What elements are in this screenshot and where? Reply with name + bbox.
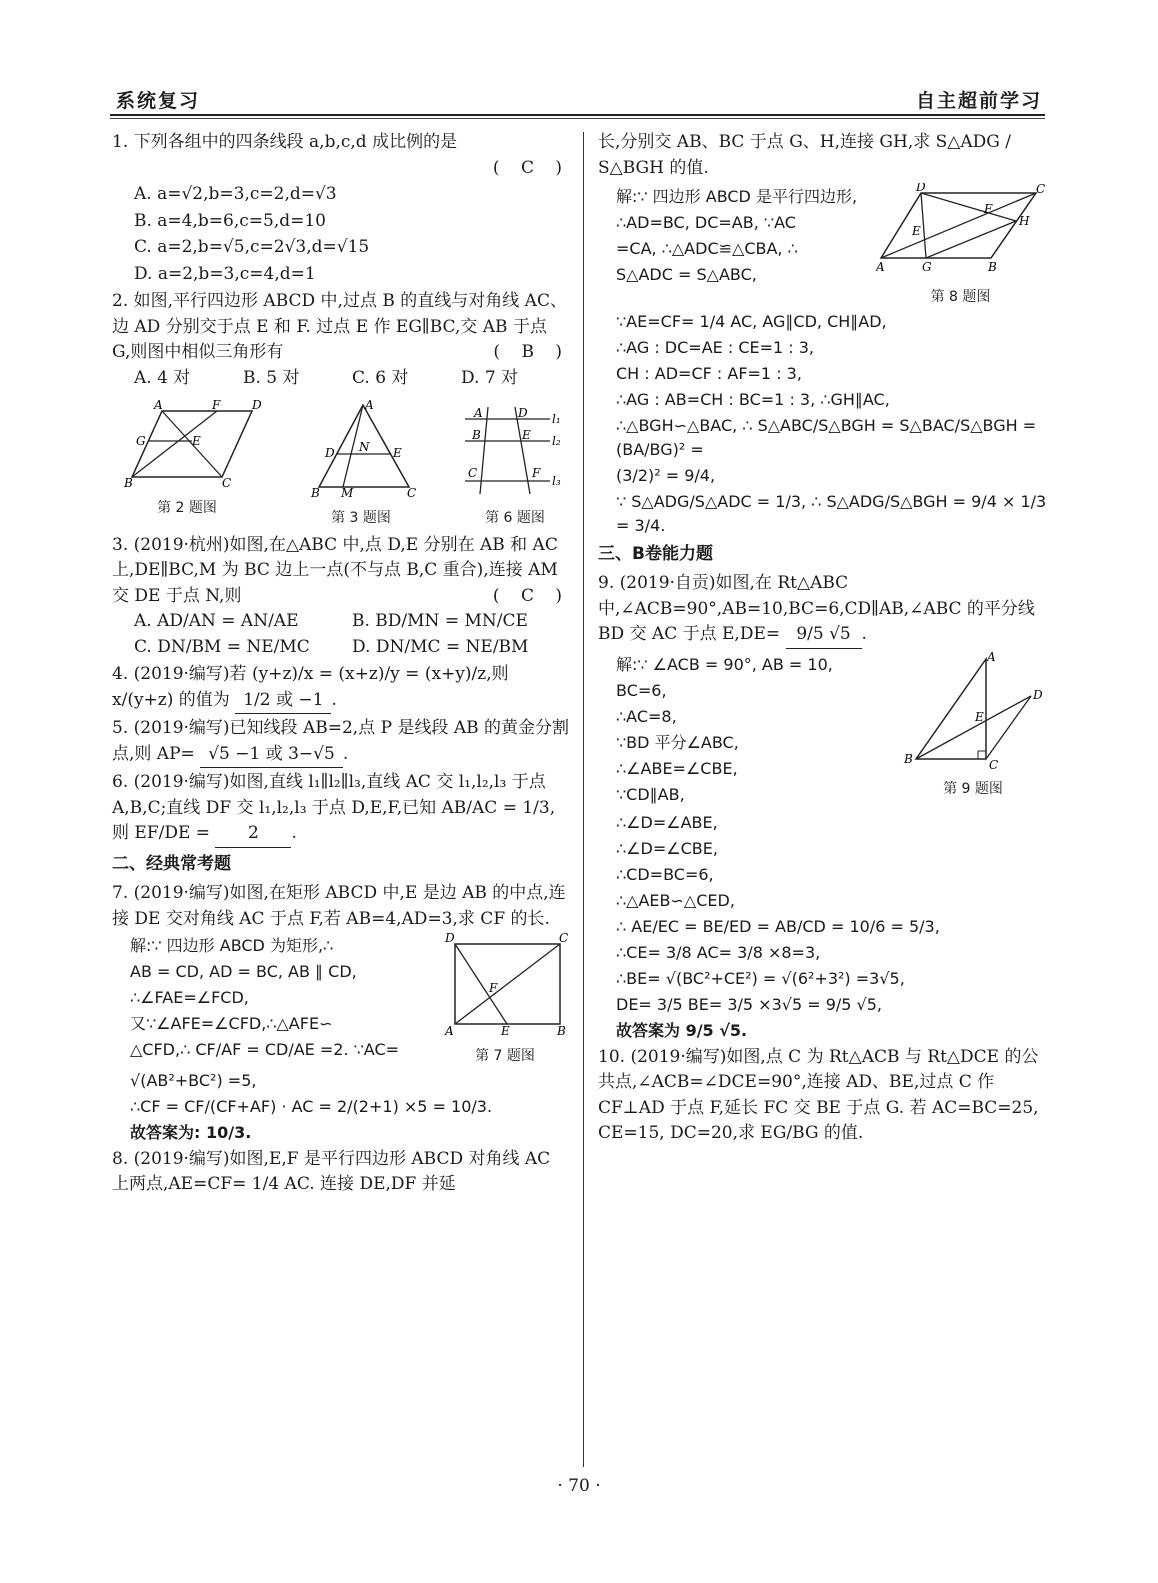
question-3 [112,533,570,661]
q7-sol-answer: 故答案为: 10/3. [130,1122,252,1142]
q3-option-c: C. DN/BM = NE/MC [134,636,310,657]
fig2-label-f: F [212,399,221,412]
fig3-label-b: B [311,486,320,499]
q1-option-d: D. a=2,b=3,c=4,d=1 [134,263,316,284]
q4-stem: 4. (2019·编写)若 (y+z)/x = (x+z)/y = (x+y)/z,则 x/(y+z) 的值为 [112,664,509,710]
q9-sol-line: DE= 3/5 BE= 3/5 ×3√5 = 9/5 √5, [616,994,883,1014]
fig6-label-c: C [468,466,478,480]
q9-sol-line: ∴∠D=∠ABE, [616,812,718,832]
fig8-label-c: C [1035,183,1045,196]
fig3-label-d: D [325,446,335,460]
fig3-label-n: N [359,440,370,454]
fig8-label-a: A [875,260,885,274]
caption-figure-7: 第 7 题图 [475,1047,535,1064]
figure-6 [460,399,570,529]
question-10: 10. (2019·编写)如图,点 C 为 Rt△ACB 与 Rt△DCE 的公共点,∠ACB=∠DCE=90°,连接 AD、BE,过点 C 作 CF⊥AD 于点 F,延长 FC 交 BE 于点 G. 若 AC=BC=25, CE=15, DC=20,求 EG/BG 的值. [598,1046,1039,1143]
q6-stem: 6. (2019·编写)如图,直线 l₁∥l₂∥l₃,直线 AC 交 l₁,l₂,l₃ 于点 A,B,C;直线 DF 交 l₁,l₂,l₃ 于点 D,E,F,已知 AB/AC = 1/3,则 EF/DE = [112,772,556,843]
caption-figure-3: 第 3 题图 [331,509,391,526]
q2-option-b: B. 5 对 [243,367,300,388]
header-rule [110,114,1045,116]
q7-sol-line: ∴∠FAE=∠FCD, [130,988,249,1007]
q9-sol-line: ∵CD∥AB, [616,784,685,804]
q1-option-b: B. a=4,b=6,c=5,d=10 [134,210,326,231]
fig2-label-g: G [136,434,146,448]
right-column [598,130,1048,1149]
q6-blank: 2 [215,821,291,848]
q7-sol-line: 解:∵ 四边形 ABCD 为矩形,∴ [130,936,334,955]
header-right: 自主超前学习 [915,90,1042,112]
header-rule-thin [110,118,1045,119]
fig9-label-e: E [974,709,984,724]
fig7-label-f: F [488,981,497,995]
fig2-label-e: E [192,434,201,448]
question-5: 5. (2019·编写)已知线段 AB=2,点 P 是线段 AB 的黄金分割点,则 AP= √5 −1 或 3−√5 . [112,716,570,768]
q8-stem-continued: 长,分别交 AB、BC 于点 G、H,连接 GH,求 S△ADG / S△BGH 的值. [598,132,1011,178]
question-1 [112,130,570,287]
fig7-label-a: A [444,1024,454,1037]
q2-option-c: C. 6 对 [352,367,409,388]
figure-3 [301,399,421,529]
q3-option-a: A. AD/AN = AN/AE [134,611,299,631]
fig7-label-e: E [500,1024,510,1037]
q8-sol-line: ∴AG : AB=CH : BC=1 : 3, ∴GH∥AC, [616,389,890,409]
figures-row [112,399,570,529]
q9-stem: 9. (2019·自贡)如图,在 Rt△ABC 中,∠ACB=90°,AB=10,BC=6,CD∥AB,∠ABC 的平分线 BD 交 AC 于点 E,DE= [598,573,1035,644]
page-number: · 70 · [557,1476,601,1496]
q9-sol-line: ∴CE= 3/8 AC= 3/8 ×8=3, [616,942,821,962]
section-3-title: 三、B卷能力题 [598,543,713,564]
q8-sol-line: S△ADC = S△ABC, [616,265,757,284]
q8-sol-line: CH : AD=CF : AF=1 : 3, [616,363,802,383]
q9-sol-line: ∴∠D=∠CBE, [616,838,718,858]
column-divider [583,132,584,1467]
q7-sol-line: ∴CF = CF/(CF+AF) · AC = 2/(2+1) ×5 = 10/3. [130,1096,493,1116]
q8-sol-line: ∵ S△ADG/S△ADC = 1/3, ∴ S△ADG/S△BGH = 9/4 × 1/3 = 3/4. [616,491,1047,535]
figure-9 [898,651,1048,809]
q9-sol-line: BC=6, [616,680,667,700]
question-9: 9. (2019·自贡)如图,在 Rt△ABC 中,∠ACB=90°,AB=10,BC=6,CD∥AB,∠ABC 的平分线 BD 交 AC 于点 E,DE= 9/5 √5 . [598,571,1048,649]
q1-option-c: C. a=2,b=√5,c=2√3,d=√15 [134,237,370,257]
question-6: 6. (2019·编写)如图,直线 l₁∥l₂∥l₃,直线 AC 交 l₁,l₂,l₃ 于点 A,B,C;直线 DF 交 l₁,l₂,l₃ 于点 D,E,F,已知 AB/AC = 1/3,则 EF/DE = 2 . [112,770,570,848]
fig7-label-c: C [558,932,568,945]
fig2-label-c: C [222,476,232,489]
fig7-label-d: D [444,932,455,945]
q7-sol-line: △CFD,∴ CF/AF = CD/AE =2. ∵AC= [130,1040,400,1059]
figure-2 [112,399,262,529]
q5-blank: √5 −1 或 3−√5 [200,742,343,769]
header-left: 系统复习 [116,90,201,112]
caption-figure-9: 第 9 题图 [943,781,1003,797]
fig3-label-e: E [393,446,402,460]
q7-sol-line: √(AB²+BC²) =5, [130,1070,257,1090]
figure-8 [873,183,1048,308]
q8-sol-line: ∴AG : DC=AE : CE=1 : 3, [616,337,815,357]
q9-sol-line: ∴AC=8, [616,706,677,726]
q2-option-d: D. 7 对 [461,367,519,388]
fig8-label-b: B [987,260,997,274]
figure-3-diagram [301,399,421,499]
q9-sol-line: 解:∵ ∠ACB = 90°, AB = 10, [616,654,833,674]
fig8-label-h: H [1018,214,1029,228]
q2-stem: 2. 如图,平行四边形 ABCD 中,过点 B 的直线与对角线 AC、边 AD 分别交于点 E 和 F. 过点 E 作 EG∥BC,交 AB 于点 G,则图中相似三角形有 [112,291,567,362]
q7-sol-line: 又∵∠AFE=∠CFD,∴△AFE∽ [130,1014,333,1033]
q9-sol-answer: 故答案为 9/5 √5. [616,1020,748,1040]
q9-sol-line: ∴∠ABE=∠CBE, [616,758,738,778]
q3-option-d: D. DN/MC = NE/BM [352,636,529,657]
q1-option-a: A. a=√2,b=3,c=2,d=√3 [134,184,337,204]
q7-stem: 7. (2019·编写)如图,在矩形 ABCD 中,E 是边 AB 的中点,连接 DE 交对角线 AC 于点 F,若 AB=4,AD=3,求 CF 的长. [112,883,566,929]
q1-answer: ( C ) [492,157,570,178]
fig3-label-c: C [407,486,417,499]
caption-figure-6: 第 6 题图 [485,509,545,526]
fig8-label-d: D [915,183,926,194]
q9-sol-line: ∴CD=BC=6, [616,864,714,884]
q3-option-b: B. BD/MN = MN/CE [352,611,528,631]
figure-7 [440,932,570,1067]
fig3-label-a: A [365,399,374,412]
figure-2-diagram [112,399,262,489]
q9-blank: 9/5 √5 [786,622,862,649]
question-2 [112,289,570,391]
q9-sol-line: ∵BD 平分∠ABC, [616,732,739,752]
fig6-label-b: B [472,428,481,442]
fig6-label-l2: l₂ [552,434,561,448]
fig7-label-b: B [556,1024,566,1037]
q4-blank: 1/2 或 −1 [235,688,331,715]
q8-sol-line: (3/2)² = 9/4, [616,465,716,485]
section-2-title: 二、经典常考题 [112,853,231,874]
q2-answer: ( B ) [493,342,570,362]
fig9-label-c: C [988,757,998,771]
q3-answer: ( C ) [492,585,570,606]
q9-sol-line: ∴BE= √(BC²+CE²) = √(6²+3²) =3√5, [616,968,905,988]
fig6-label-l1: l₁ [552,412,561,426]
q8-sol-line: ∴AD=BC, DC=AB, ∵AC [616,213,796,232]
q7-sol-line: AB = CD, AD = BC, AB ∥ CD, [130,962,357,981]
fig8-label-f: F [983,202,992,216]
q5-stem: 5. (2019·编写)已知线段 AB=2,点 P 是线段 AB 的黄金分割点,则 AP= [112,718,570,764]
fig8-label-g: G [921,260,932,274]
q2-option-a: A. 4 对 [134,367,191,388]
fig2-label-a: A [154,399,163,412]
fig6-label-d: D [518,406,528,420]
fig9-label-d: D [1032,687,1043,702]
question-7 [112,881,570,1145]
fig6-label-e: E [522,428,531,442]
q9-sol-line: ∴△AEB∽△CED, [616,890,735,910]
fig6-label-f: F [532,466,541,480]
fig8-label-e: E [911,224,921,238]
q8-stem: 8. (2019·编写)如图,E,F 是平行四边形 ABCD 对角线 AC 上两点,AE=CF= 1/4 AC. 连接 DE,DF 并延 [112,1148,551,1194]
fig3-label-m: M [341,486,354,499]
question-4: 4. (2019·编写)若 (y+z)/x = (x+z)/y = (x+y)/z,则 x/(y+z) 的值为 1/2 或 −1 . [112,662,570,714]
figure-6-diagram [460,399,570,499]
q8-sol-line: ∵AE=CF= 1/4 AC, AG∥CD, CH∥AD, [616,311,887,331]
figure-9-diagram [901,651,1046,771]
q3-stem: 3. (2019·杭州)如图,在△ABC 中,点 D,E 分别在 AB 和 AC 上,DE∥BC,M 为 BC 边上一点(不与点 B,C 重合),连接 AM 交 DE 于点 N,则 [112,534,558,606]
figure-7-diagram [443,932,568,1037]
q1-stem: 1. 下列各组中的四条线段 a,b,c,d 成比例的是 [112,132,458,152]
caption-figure-2: 第 2 题图 [157,499,217,516]
question-8 [112,1147,570,1198]
fig2-label-d: D [252,399,262,412]
fig9-label-b: B [903,751,913,766]
q8-sol-line: =CA, ∴△ADC≌△CBA, ∴ [616,239,798,258]
left-column [112,130,570,1200]
fig6-label-a: A [474,406,483,420]
q8-sol-line: 解:∵ 四边形 ABCD 是平行四边形, [616,187,858,206]
q8-sol-line: ∴△BGH∽△BAC, ∴ S△ABC/S△BGH = S△BAC/S△BGH = (BA/BG)² = [616,415,1037,459]
fig6-label-l3: l₃ [552,474,561,488]
figure-8-diagram [876,183,1046,278]
fig2-label-b: B [124,476,133,489]
fig9-label-a: A [986,650,996,664]
caption-figure-8: 第 8 题图 [930,288,991,305]
q9-sol-line: ∴ AE/EC = BE/ED = AB/CD = 10/6 = 5/3, [616,916,940,936]
